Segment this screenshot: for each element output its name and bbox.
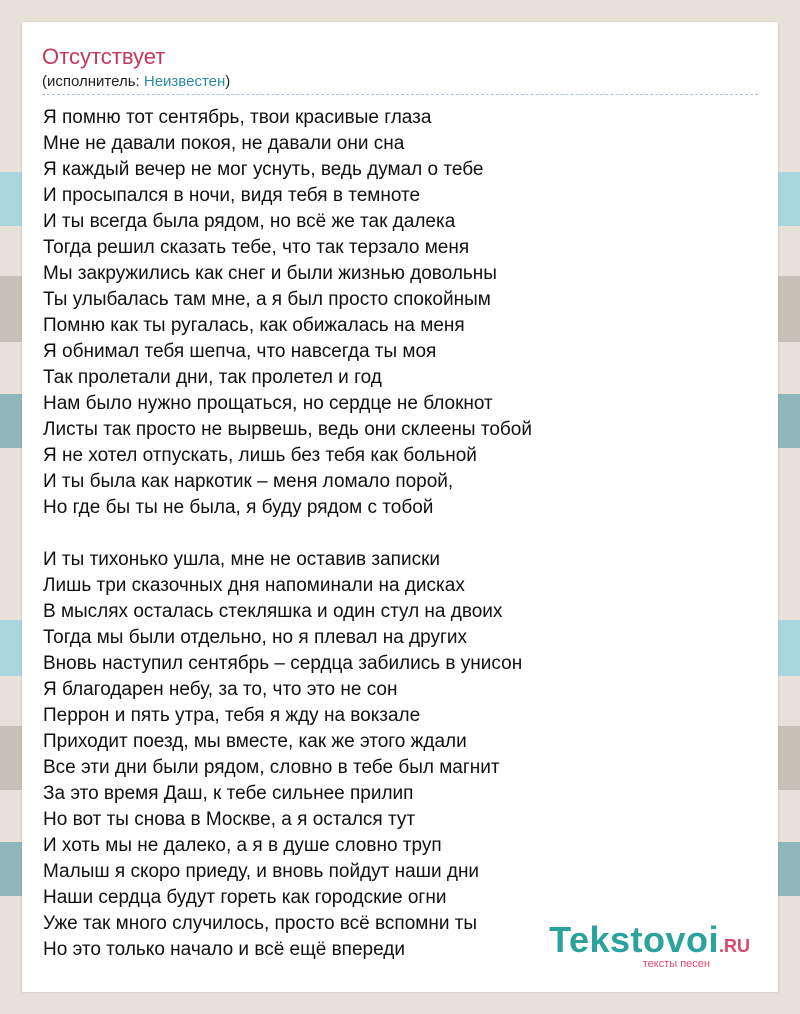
lyric-line: В мыслях осталась стекляшка и один стул на двоих xyxy=(43,601,503,622)
verse-2 xyxy=(43,547,763,963)
lyric-line: Листы так просто не вырвешь, ведь они склеены тобой xyxy=(43,419,532,440)
lyric-line: И ты тихонько ушла, мне не оставив записки xyxy=(43,549,441,570)
lyric-line: Ты улыбалась там мне, а я был просто спокойным xyxy=(43,289,491,310)
artist-line xyxy=(42,73,230,91)
verse-1 xyxy=(43,105,763,521)
logo-tld: .RU xyxy=(719,936,750,956)
logo-wordmark xyxy=(549,919,750,960)
lyric-line: Мы закружились как снег и были жизнью довольны xyxy=(43,263,497,284)
lyric-line: И просыпался в ночи, видя тебя в темноте xyxy=(43,185,421,206)
lyric-line: Но вот ты снова в Москве, а я остался тут xyxy=(43,809,416,830)
artist-link[interactable]: Неизвестен xyxy=(143,73,226,90)
lyric-line: Уже так много случилось, просто всё вспомни ты xyxy=(43,913,478,934)
lyric-line: Но где бы ты не была, я буду рядом с тобой xyxy=(43,497,434,518)
artist-prefix: (исполнитель: xyxy=(42,73,144,90)
lyric-line: Приходит поезд, мы вместе, как же этого ждали xyxy=(43,731,467,752)
dashed-divider xyxy=(42,94,758,95)
lyric-line: Но это только начало и всё ещё впереди xyxy=(43,939,405,960)
lyric-line: Тогда решил сказать тебе, что так терзало меня xyxy=(43,237,470,258)
lyric-line: Я помню тот сентябрь, твои красивые глаза xyxy=(43,107,432,128)
lyric-line: Мне не давали покоя, не давали они сна xyxy=(43,133,405,154)
lyric-line: Перрон и пять утра, тебя я жду на вокзале xyxy=(43,705,421,726)
lyrics-card xyxy=(22,22,778,992)
lyric-line: Я обнимал тебя шепча, что навсегда ты моя xyxy=(43,341,437,362)
artist-suffix: ) xyxy=(225,73,231,90)
lyric-line: Я каждый вечер не мог уснуть, ведь думал о тебе xyxy=(43,159,484,180)
logo-tagline: тексты песен xyxy=(642,958,710,970)
lyric-line: И хоть мы не далеко, а я в душе словно труп xyxy=(43,835,442,856)
lyric-line: Малыш я скоро приеду, и вновь пойдут наши дни xyxy=(43,861,480,882)
lyric-line: Я благодарен небу, за то, что это не сон xyxy=(43,679,398,700)
lyric-line: Помню как ты ругалась, как обижалась на меня xyxy=(43,315,465,336)
site-logo[interactable] xyxy=(549,919,750,970)
song-title: Отсутствует xyxy=(42,44,166,69)
lyric-line: Я не хотел отпускать, лишь без тебя как больной xyxy=(43,445,477,466)
lyric-line: Все эти дни были рядом, словно в тебе был магнит xyxy=(43,757,500,778)
lyric-line: Наши сердца будут гореть как городские огни xyxy=(43,887,447,908)
lyric-line: Нам было нужно прощаться, но сердце не блокнот xyxy=(43,393,493,414)
lyric-line: За это время Даш, к тебе сильнее прилип xyxy=(43,783,414,804)
lyric-line: Лишь три сказочных дня напоминали на дисках xyxy=(43,575,465,596)
lyric-line: Тогда мы были отдельно, но я плевал на других xyxy=(43,627,468,648)
lyric-line: И ты была как наркотик – меня ломало порой, xyxy=(43,471,454,492)
verse-gap xyxy=(43,521,763,547)
lyric-line: Вновь наступил сентябрь – сердца забились в унисон xyxy=(43,653,523,674)
lyric-line: И ты всегда была рядом, но всё же так далека xyxy=(43,211,456,232)
logo-main-text: Tekstovoi xyxy=(549,919,719,960)
lyric-line: Так пролетали дни, так пролетел и год xyxy=(43,367,382,388)
lyrics-text xyxy=(43,105,763,963)
